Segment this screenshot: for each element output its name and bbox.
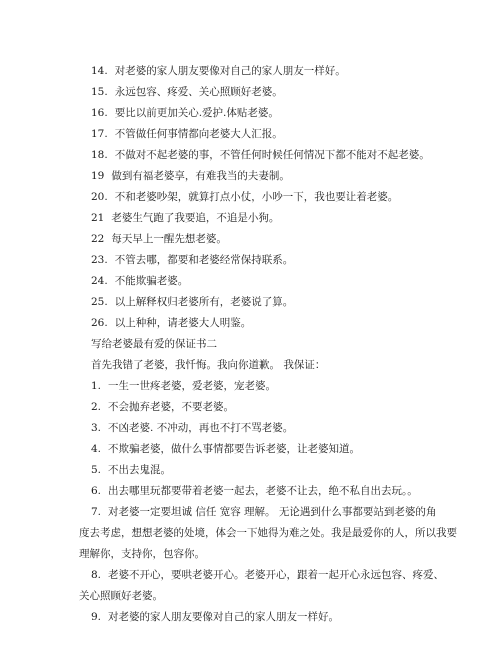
item-text: 对老婆一定要坦诚 信任 宽容 理解。 无论遇到什么事都要站到老婆的角 xyxy=(108,506,437,518)
item-text: 不管去哪，都要和老婆经常保持联系。 xyxy=(114,254,294,266)
list-item-continuation xyxy=(79,589,163,603)
list-item xyxy=(91,610,339,624)
list-item xyxy=(91,484,418,498)
list-item xyxy=(91,232,227,246)
item-text: 以上解释权归老婆所有，老婆说了算。 xyxy=(114,296,294,308)
list-item xyxy=(91,295,293,309)
item-number: 21 xyxy=(91,212,105,224)
list-item xyxy=(91,169,290,183)
list-item xyxy=(91,505,436,519)
item-text: 对老婆的家人朋友要像对自己的家人朋友一样好。 xyxy=(114,65,346,77)
item-text: 老婆不开心，要哄老婆开心。老婆开心，跟着一起开心永远包容、疼爱、 xyxy=(108,569,445,581)
list-item xyxy=(91,379,276,393)
item-number: 19 xyxy=(91,170,105,182)
item-text: 关心照顾好老婆。 xyxy=(79,590,163,602)
list-item xyxy=(91,127,283,141)
list-item xyxy=(91,253,293,267)
list-item xyxy=(91,148,430,162)
item-text: 老婆生气跑了我要追，不追是小狗。 xyxy=(111,212,280,224)
item-text: 一生一世疼老婆，爱老婆，宠老婆。 xyxy=(108,380,277,392)
item-number: 3. xyxy=(91,422,102,434)
item-text: 不做对不起老婆的事，不管任何时候任何情况下都不能对不起老婆。 xyxy=(114,149,430,161)
item-text: 理解你，支持你，包容你。 xyxy=(79,548,205,560)
list-item xyxy=(91,400,234,414)
item-text: 每天早上一醒先想老婆。 xyxy=(111,233,227,245)
item-number: 9. xyxy=(91,611,102,623)
item-number: 7. xyxy=(91,506,102,518)
item-text: 永远包容、疼爱、关心照顾好老婆。 xyxy=(114,86,283,98)
list-item xyxy=(91,64,346,78)
item-number: 4. xyxy=(91,443,102,455)
item-text: 不能欺骗老婆。 xyxy=(114,275,189,287)
item-text: 做到有福老婆享，有难我当的夫妻制。 xyxy=(111,170,290,182)
item-text: 不和老婆吵架，就算打点小仗，小吵一下，我也要让着老婆。 xyxy=(114,191,399,203)
item-text: 不欺骗老婆，做什么事情都要告诉老婆，让老婆知道。 xyxy=(108,443,361,455)
item-text: 不管做任何事情都向老婆大人汇报。 xyxy=(114,128,283,140)
list-item xyxy=(91,316,251,330)
item-number: 15. xyxy=(91,86,108,98)
item-number: 23. xyxy=(91,254,108,266)
list-item xyxy=(91,442,360,456)
item-number: 1. xyxy=(91,380,102,392)
item-text: 不出去鬼混。 xyxy=(108,464,172,476)
list-item xyxy=(91,421,293,435)
item-text: 要比以前更加关心.爱护.体贴老婆。 xyxy=(114,107,279,119)
list-item xyxy=(91,274,188,288)
item-number: 26. xyxy=(91,317,108,329)
item-number: 2. xyxy=(91,401,102,413)
list-item xyxy=(91,85,283,99)
item-number: 22 xyxy=(91,233,105,245)
item-number: 20. xyxy=(91,191,108,203)
item-number: 8. xyxy=(91,569,102,581)
list-item xyxy=(91,463,171,477)
item-text: 出去哪里玩都要带着老婆一起去，老婆不让去，绝不私自出去玩。。 xyxy=(108,485,418,497)
item-text: 以上种种，请老婆大人明鉴。 xyxy=(114,317,252,329)
item-text: 度去考虑，想想老婆的处境，体会一下她得为难之处。我是最爱你的人，所以我要 xyxy=(79,527,457,539)
intro-text: 首先我错了老婆，我忏悔。我向你道歉。 我保证： xyxy=(91,359,326,371)
list-item xyxy=(91,568,444,582)
section-heading xyxy=(91,337,217,351)
item-number: 17. xyxy=(91,128,108,140)
item-text: 对老婆的家人朋友要像对自己的家人朋友一样好。 xyxy=(108,611,340,623)
list-item xyxy=(91,106,279,120)
list-item-continuation xyxy=(79,547,205,561)
item-number: 18. xyxy=(91,149,108,161)
item-number: 5. xyxy=(91,464,102,476)
list-item-continuation xyxy=(79,526,457,540)
list-item xyxy=(91,211,279,225)
list-item xyxy=(91,190,398,204)
item-number: 24. xyxy=(91,275,108,287)
section-heading-text: 写给老婆最有爱的保证书二 xyxy=(91,338,217,350)
item-number: 16. xyxy=(91,107,108,119)
intro-paragraph xyxy=(91,358,325,372)
item-text: 不会抛弃老婆，不要老婆。 xyxy=(108,401,235,413)
item-number: 6. xyxy=(91,485,102,497)
item-number: 25. xyxy=(91,296,108,308)
item-number: 14. xyxy=(91,65,108,77)
item-text: 不凶老婆. 不冲动，再也不打不骂老婆。 xyxy=(108,422,294,434)
